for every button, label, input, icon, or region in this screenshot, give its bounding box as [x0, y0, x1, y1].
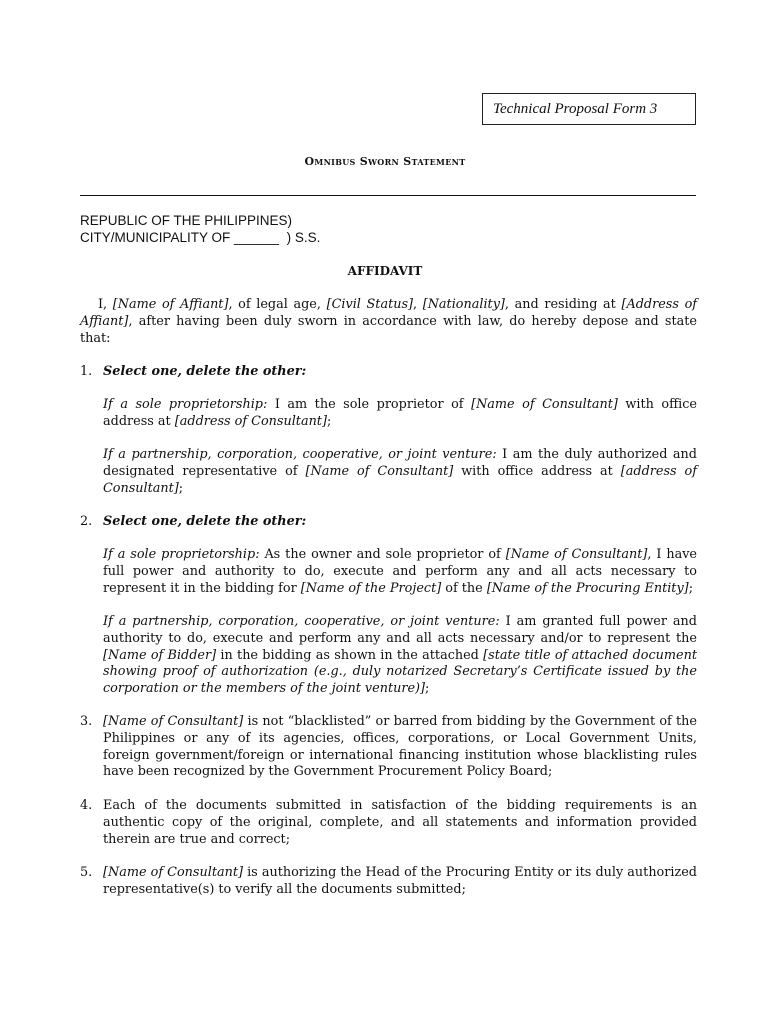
city-line: CITY/MUNICIPALITY OF ______ ) S.S.: [80, 230, 321, 245]
item-3-number: 3.: [80, 714, 93, 729]
placeholder-name-of-consultant: [Name of Consultant]: [103, 714, 244, 729]
item-1-number: 1.: [80, 364, 93, 379]
option-lead: If a sole proprietorship:: [103, 397, 268, 412]
item-4-text: [103, 798, 697, 848]
placeholder-address-of-consultant: [address of Consultant]: [174, 413, 327, 429]
placeholder-civil-status: [Civil Status]: [326, 297, 414, 312]
form-label-box: [482, 93, 696, 125]
intro-text: I,: [98, 297, 113, 312]
item-1-select-instruction: [103, 364, 697, 381]
item-4-number: 4.: [80, 798, 93, 813]
placeholder-name-of-affiant: [Name of Affiant]: [112, 297, 229, 312]
item-2-option-a: [103, 547, 697, 597]
item-3-text: [103, 714, 697, 781]
item-2-option-b: [103, 614, 697, 698]
option-lead: If a partnership, corporation, cooperative, or joint venture:: [103, 614, 500, 629]
option-text: ;: [326, 413, 332, 429]
placeholder-name-of-consultant: [Name of Consultant]: [103, 865, 243, 880]
title-divider: [80, 195, 696, 196]
item-5-number: 5.: [80, 865, 93, 880]
placeholder-address-of-consultant: [address of Consultant]: [103, 463, 697, 496]
document-title: Omnibus Sworn Statement: [304, 155, 466, 168]
form-label: Technical Proposal Form 3: [493, 101, 658, 117]
intro-text: , and residing at: [504, 297, 622, 312]
item-5-text: [103, 865, 697, 899]
item-text: is authorizing the Head of the Procuring Entity or its duly authorized representative(s) to verify all the documents submitted;: [103, 865, 697, 897]
placeholder-nationality: [Nationality]: [422, 297, 505, 312]
intro-text: , after having been duly sworn in accordance with law, do hereby depose and state that:: [80, 313, 697, 346]
affidavit-heading: AFFIDAVIT: [347, 264, 423, 278]
intro-text: ,: [413, 297, 423, 312]
placeholder-address-of-affiant: [Address of Affiant]: [80, 297, 698, 329]
select-instruction: Select one, delete the other:: [103, 514, 307, 529]
placeholder-name-of-project: [Name of the Project]: [300, 580, 442, 596]
placeholder-name-of-consultant: [Name of Consultant]: [505, 547, 648, 562]
option-text: I am the sole proprietor of: [267, 397, 472, 412]
intro-text: , of legal age,: [228, 297, 327, 312]
placeholder-name-of-consultant: [Name of Consultant]: [305, 463, 454, 479]
option-text: ;: [688, 580, 693, 596]
placeholder-name-of-procuring-entity: [Name of the Procuring Entity]: [486, 580, 689, 596]
option-text: I am the duly authorized and designated representative of: [103, 447, 697, 479]
item-1-option-a: [103, 397, 697, 431]
item-text: is not “blacklisted” or barred from bidding by the Government of the Philippines or any of its agencies, offices, corporations, or Local Government Units, foreign government/foreign or international financing institution whose blacklisting rules have been recognized by the Government Procurement Policy Board;: [103, 714, 697, 780]
option-text: As the owner and sole proprietor of: [259, 547, 506, 562]
option-text: , I have full power and authority to do, execute and perform any and all acts necessary to represent it in the bidding for: [103, 547, 698, 596]
placeholder-name-of-bidder: [Name of Bidder]: [103, 647, 217, 663]
item-1-option-b: [103, 447, 697, 497]
option-lead: If a partnership, corporation, cooperative, or joint venture:: [103, 447, 497, 462]
intro-paragraph: [80, 297, 697, 347]
option-text: with office address at: [103, 397, 697, 429]
item-text: Each of the documents submitted in satisfaction of the bidding requirements is an authentic copy of the original, complete, and all statements and information provided therein are true and correct;: [103, 798, 697, 847]
option-text: of the: [441, 580, 487, 596]
item-2-number: 2.: [80, 514, 93, 529]
option-text: in the bidding as shown in the attached: [216, 647, 484, 663]
option-text: ;: [178, 480, 184, 496]
republic-line: REPUBLIC OF THE PHILIPPINES): [80, 213, 293, 228]
option-text: with office address at: [453, 463, 621, 479]
venue-block: [80, 212, 320, 246]
placeholder-name-of-consultant: [Name of Consultant]: [471, 397, 618, 412]
placeholder-attached-document-title: [state title of attached document showing proof of authorization (e.g., duly notarized Secretary’s Certificate issued by the corporation or the members of the joint venture)]: [103, 647, 697, 697]
select-instruction: Select one, delete the other:: [103, 364, 307, 379]
item-2-select-instruction: [103, 514, 697, 531]
option-text: ;: [425, 681, 430, 697]
option-text: I am granted full power and authority to do, execute and perform any and all acts necessary and/or to represent the: [103, 614, 697, 646]
option-lead: If a sole proprietorship:: [103, 547, 260, 562]
